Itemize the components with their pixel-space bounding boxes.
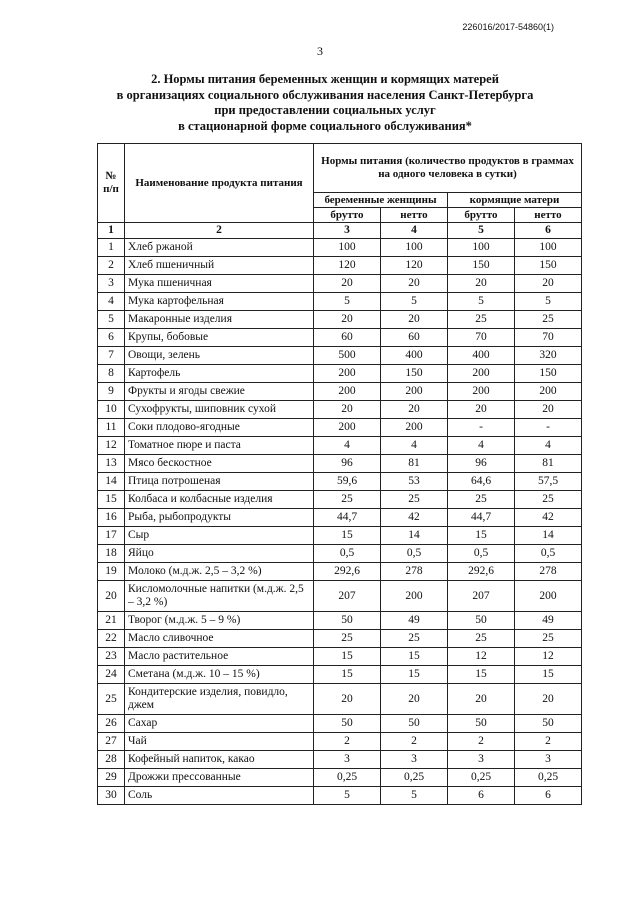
product-name: Птица потрошеная	[125, 473, 314, 491]
pregnant-brutto-value: 3	[314, 751, 381, 769]
pregnant-netto-value: 5	[381, 787, 448, 805]
table-row	[98, 293, 582, 311]
row-number: 12	[98, 437, 125, 455]
row-number: 11	[98, 419, 125, 437]
document-id: 226016/2017-54860(1)	[462, 22, 554, 32]
product-name: Молоко (м.д.ж. 2,5 – 3,2 %)	[125, 563, 314, 581]
pregnant-brutto-value: 200	[314, 383, 381, 401]
nursing-netto-value: 57,5	[515, 473, 582, 491]
row-number: 27	[98, 733, 125, 751]
row-number: 16	[98, 509, 125, 527]
row-number: 24	[98, 666, 125, 684]
nursing-netto-value: 0,5	[515, 545, 582, 563]
pregnant-netto-value: 400	[381, 347, 448, 365]
pregnant-netto-value: 120	[381, 257, 448, 275]
pregnant-netto-value: 25	[381, 630, 448, 648]
pregnant-netto-value: 42	[381, 509, 448, 527]
product-name: Картофель	[125, 365, 314, 383]
pregnant-brutto-value: 96	[314, 455, 381, 473]
nursing-netto-value: 25	[515, 630, 582, 648]
row-number: 26	[98, 715, 125, 733]
nursing-netto-value: 200	[515, 581, 582, 612]
pregnant-brutto-value: 25	[314, 491, 381, 509]
row-number: 13	[98, 455, 125, 473]
pregnant-brutto-value: 20	[314, 684, 381, 715]
pregnant-netto-value: 53	[381, 473, 448, 491]
row-number: 5	[98, 311, 125, 329]
nursing-brutto-value: 15	[448, 527, 515, 545]
nursing-brutto-value: 50	[448, 612, 515, 630]
title-line: в стационарной форме социального обслуживания*	[178, 118, 472, 133]
table-row	[98, 581, 582, 612]
nursing-brutto-value: -	[448, 419, 515, 437]
nursing-brutto-value: 400	[448, 347, 515, 365]
product-name: Мука картофельная	[125, 293, 314, 311]
nursing-netto-value: -	[515, 419, 582, 437]
nursing-netto-value: 14	[515, 527, 582, 545]
pregnant-netto-value: 15	[381, 666, 448, 684]
column-number: 5	[448, 223, 515, 239]
column-number: 4	[381, 223, 448, 239]
row-number: 19	[98, 563, 125, 581]
nursing-netto-value: 49	[515, 612, 582, 630]
table-row	[98, 311, 582, 329]
pregnant-netto-value: 20	[381, 311, 448, 329]
nursing-brutto-value: 292,6	[448, 563, 515, 581]
product-name: Кондитерские изделия, повидло, джем	[125, 684, 314, 715]
row-number: 28	[98, 751, 125, 769]
row-number: 3	[98, 275, 125, 293]
header-brutto: брутто	[314, 208, 381, 223]
nursing-brutto-value: 12	[448, 648, 515, 666]
header-number: № п/п	[98, 144, 125, 223]
product-name: Фрукты и ягоды свежие	[125, 383, 314, 401]
pregnant-brutto-value: 5	[314, 787, 381, 805]
product-name: Мясо бескостное	[125, 455, 314, 473]
pregnant-brutto-value: 44,7	[314, 509, 381, 527]
pregnant-brutto-value: 207	[314, 581, 381, 612]
product-name: Сыр	[125, 527, 314, 545]
nursing-netto-value: 20	[515, 275, 582, 293]
nursing-brutto-value: 20	[448, 684, 515, 715]
nursing-brutto-value: 200	[448, 365, 515, 383]
pregnant-brutto-value: 292,6	[314, 563, 381, 581]
pregnant-netto-value: 200	[381, 383, 448, 401]
product-name: Яйцо	[125, 545, 314, 563]
row-number: 9	[98, 383, 125, 401]
table-row	[98, 365, 582, 383]
column-number-row	[98, 223, 582, 239]
pregnant-netto-value: 20	[381, 401, 448, 419]
product-name: Хлеб ржаной	[125, 239, 314, 257]
nutrition-norms-table	[97, 143, 582, 805]
row-number: 18	[98, 545, 125, 563]
pregnant-netto-value: 50	[381, 715, 448, 733]
nursing-netto-value: 50	[515, 715, 582, 733]
header-product-name: Наименование продукта питания	[125, 144, 314, 223]
table-row	[98, 666, 582, 684]
nursing-brutto-value: 25	[448, 630, 515, 648]
product-name: Хлеб пшеничный	[125, 257, 314, 275]
nursing-netto-value: 15	[515, 666, 582, 684]
row-number: 10	[98, 401, 125, 419]
table-row	[98, 509, 582, 527]
nursing-brutto-value: 0,5	[448, 545, 515, 563]
nursing-netto-value: 25	[515, 491, 582, 509]
nursing-brutto-value: 2	[448, 733, 515, 751]
nursing-netto-value: 278	[515, 563, 582, 581]
nursing-netto-value: 81	[515, 455, 582, 473]
table-row	[98, 257, 582, 275]
table-row	[98, 401, 582, 419]
header-norms: Нормы питания (количество продуктов в граммах на одного человека в сутки)	[314, 144, 582, 193]
pregnant-netto-value: 150	[381, 365, 448, 383]
pregnant-netto-value: 49	[381, 612, 448, 630]
pregnant-netto-value: 60	[381, 329, 448, 347]
nursing-netto-value: 320	[515, 347, 582, 365]
pregnant-brutto-value: 25	[314, 630, 381, 648]
column-number: 1	[98, 223, 125, 239]
row-number: 7	[98, 347, 125, 365]
nursing-netto-value: 0,25	[515, 769, 582, 787]
product-name: Томатное пюре и паста	[125, 437, 314, 455]
nursing-netto-value: 2	[515, 733, 582, 751]
table-row	[98, 684, 582, 715]
row-number: 17	[98, 527, 125, 545]
pregnant-brutto-value: 0,25	[314, 769, 381, 787]
product-name: Масло сливочное	[125, 630, 314, 648]
row-number: 15	[98, 491, 125, 509]
nursing-netto-value: 3	[515, 751, 582, 769]
pregnant-netto-value: 3	[381, 751, 448, 769]
product-name: Сметана (м.д.ж. 10 – 15 %)	[125, 666, 314, 684]
pregnant-brutto-value: 20	[314, 275, 381, 293]
pregnant-brutto-value: 200	[314, 365, 381, 383]
table-row	[98, 769, 582, 787]
table-row	[98, 648, 582, 666]
pregnant-brutto-value: 120	[314, 257, 381, 275]
pregnant-netto-value: 81	[381, 455, 448, 473]
product-name: Макаронные изделия	[125, 311, 314, 329]
pregnant-brutto-value: 100	[314, 239, 381, 257]
row-number: 20	[98, 581, 125, 612]
product-name: Крупы, бобовые	[125, 329, 314, 347]
product-name: Дрожжи прессованные	[125, 769, 314, 787]
row-number: 1	[98, 239, 125, 257]
product-name: Соки плодово-ягодные	[125, 419, 314, 437]
pregnant-brutto-value: 20	[314, 401, 381, 419]
pregnant-brutto-value: 0,5	[314, 545, 381, 563]
row-number: 21	[98, 612, 125, 630]
pregnant-brutto-value: 15	[314, 648, 381, 666]
nursing-brutto-value: 15	[448, 666, 515, 684]
product-name: Колбаса и колбасные изделия	[125, 491, 314, 509]
nursing-brutto-value: 25	[448, 311, 515, 329]
product-name: Соль	[125, 787, 314, 805]
nursing-brutto-value: 70	[448, 329, 515, 347]
table-row	[98, 455, 582, 473]
table-row	[98, 473, 582, 491]
product-name: Мука пшеничная	[125, 275, 314, 293]
pregnant-brutto-value: 60	[314, 329, 381, 347]
page-number: 3	[317, 44, 323, 58]
table-row	[98, 383, 582, 401]
row-number: 14	[98, 473, 125, 491]
nursing-brutto-value: 20	[448, 275, 515, 293]
pregnant-netto-value: 0,25	[381, 769, 448, 787]
pregnant-netto-value: 15	[381, 648, 448, 666]
row-number: 30	[98, 787, 125, 805]
pregnant-brutto-value: 2	[314, 733, 381, 751]
header-netto: нетто	[515, 208, 582, 223]
row-number: 4	[98, 293, 125, 311]
section-title	[90, 72, 560, 134]
nursing-netto-value: 4	[515, 437, 582, 455]
nursing-netto-value: 25	[515, 311, 582, 329]
product-name: Овощи, зелень	[125, 347, 314, 365]
product-name: Кисломолочные напитки (м.д.ж. 2,5 – 3,2 %)	[125, 581, 314, 612]
table-row	[98, 715, 582, 733]
title-line: в организациях социального обслуживания населения Санкт-Петербурга	[116, 87, 534, 102]
column-number: 6	[515, 223, 582, 239]
header-nursing: кормящие матери	[448, 193, 582, 208]
pregnant-netto-value: 14	[381, 527, 448, 545]
table-row	[98, 239, 582, 257]
pregnant-brutto-value: 500	[314, 347, 381, 365]
header-pregnant: беременные женщины	[314, 193, 448, 208]
pregnant-brutto-value: 50	[314, 612, 381, 630]
nursing-brutto-value: 200	[448, 383, 515, 401]
row-number: 8	[98, 365, 125, 383]
header-netto: нетто	[381, 208, 448, 223]
column-number: 2	[125, 223, 314, 239]
pregnant-netto-value: 0,5	[381, 545, 448, 563]
pregnant-brutto-value: 5	[314, 293, 381, 311]
nursing-netto-value: 12	[515, 648, 582, 666]
product-name: Кофейный напиток, какао	[125, 751, 314, 769]
pregnant-brutto-value: 15	[314, 527, 381, 545]
product-name: Сахар	[125, 715, 314, 733]
nursing-netto-value: 20	[515, 401, 582, 419]
pregnant-netto-value: 20	[381, 275, 448, 293]
pregnant-brutto-value: 4	[314, 437, 381, 455]
table-row	[98, 751, 582, 769]
table-row	[98, 563, 582, 581]
pregnant-netto-value: 5	[381, 293, 448, 311]
column-number: 3	[314, 223, 381, 239]
table-row	[98, 329, 582, 347]
pregnant-brutto-value: 200	[314, 419, 381, 437]
table-row	[98, 612, 582, 630]
nursing-netto-value: 20	[515, 684, 582, 715]
row-number: 23	[98, 648, 125, 666]
table-row	[98, 419, 582, 437]
product-name: Масло растительное	[125, 648, 314, 666]
table-row	[98, 347, 582, 365]
table-row	[98, 545, 582, 563]
pregnant-netto-value: 2	[381, 733, 448, 751]
table-row	[98, 275, 582, 293]
nursing-netto-value: 6	[515, 787, 582, 805]
nursing-netto-value: 42	[515, 509, 582, 527]
nursing-brutto-value: 207	[448, 581, 515, 612]
pregnant-netto-value: 278	[381, 563, 448, 581]
nursing-brutto-value: 150	[448, 257, 515, 275]
pregnant-netto-value: 25	[381, 491, 448, 509]
row-number: 6	[98, 329, 125, 347]
nursing-netto-value: 150	[515, 365, 582, 383]
table-row	[98, 437, 582, 455]
pregnant-netto-value: 200	[381, 419, 448, 437]
nursing-brutto-value: 64,6	[448, 473, 515, 491]
nursing-netto-value: 100	[515, 239, 582, 257]
table-row	[98, 630, 582, 648]
product-name: Чай	[125, 733, 314, 751]
pregnant-netto-value: 100	[381, 239, 448, 257]
nursing-brutto-value: 0,25	[448, 769, 515, 787]
row-number: 22	[98, 630, 125, 648]
nursing-netto-value: 70	[515, 329, 582, 347]
table-row	[98, 527, 582, 545]
pregnant-brutto-value: 50	[314, 715, 381, 733]
nursing-netto-value: 150	[515, 257, 582, 275]
pregnant-netto-value: 4	[381, 437, 448, 455]
nursing-brutto-value: 100	[448, 239, 515, 257]
nursing-brutto-value: 50	[448, 715, 515, 733]
nursing-brutto-value: 96	[448, 455, 515, 473]
nursing-brutto-value: 4	[448, 437, 515, 455]
pregnant-brutto-value: 59,6	[314, 473, 381, 491]
title-line: 2. Нормы питания беременных женщин и кормящих матерей	[151, 72, 499, 86]
pregnant-brutto-value: 20	[314, 311, 381, 329]
row-number: 29	[98, 769, 125, 787]
nursing-netto-value: 5	[515, 293, 582, 311]
product-name: Творог (м.д.ж. 5 – 9 %)	[125, 612, 314, 630]
nursing-brutto-value: 25	[448, 491, 515, 509]
pregnant-brutto-value: 15	[314, 666, 381, 684]
nursing-brutto-value: 44,7	[448, 509, 515, 527]
nursing-brutto-value: 3	[448, 751, 515, 769]
nursing-netto-value: 200	[515, 383, 582, 401]
title-line: при предоставлении социальных услуг	[214, 103, 436, 117]
product-name: Рыба, рыбопродукты	[125, 509, 314, 527]
nursing-brutto-value: 6	[448, 787, 515, 805]
table-row	[98, 491, 582, 509]
nursing-brutto-value: 5	[448, 293, 515, 311]
product-name: Сухофрукты, шиповник сухой	[125, 401, 314, 419]
pregnant-netto-value: 20	[381, 684, 448, 715]
row-number: 2	[98, 257, 125, 275]
table-row	[98, 787, 582, 805]
pregnant-netto-value: 200	[381, 581, 448, 612]
table-row	[98, 733, 582, 751]
header-brutto: брутто	[448, 208, 515, 223]
row-number: 25	[98, 684, 125, 715]
nursing-brutto-value: 20	[448, 401, 515, 419]
